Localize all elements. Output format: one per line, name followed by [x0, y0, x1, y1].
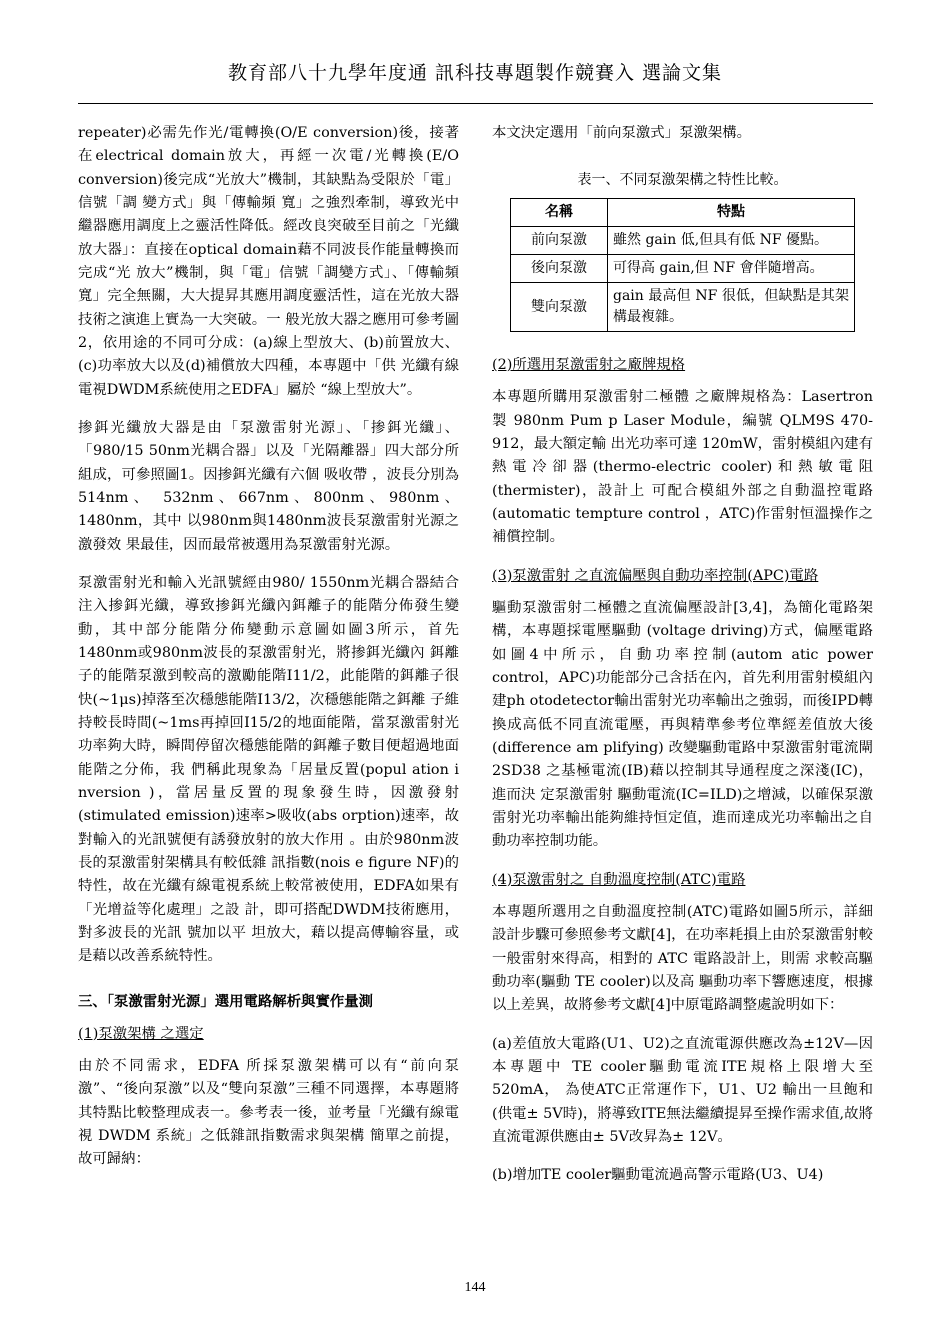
paragraph: 本專題所選用之自動溫度控制(ATC)電路如圖5所示，詳細設計步驟可參照參考文獻[4]，在功率耗損上由於泵激雷射較一般雷射來得高，相對的 ATC 電路設計上，則需 求較高驅動功率(驅動 TE cooler)以及高 驅動功率下響應速度，根據 以上差異，故將參考文獻[4]中原電路調整處說明如下： — [492, 903, 873, 1014]
table-header-cell: 名稱 — [511, 199, 608, 227]
section-heading: 三、「泵激雷射光源」選用電路解析與實作量測 — [78, 993, 374, 1011]
paragraph: 本文決定選用「前向泵激式」泵激架構。 — [492, 125, 752, 141]
table-cell-name: 後向泵激 — [511, 255, 608, 283]
table-caption: 表一、不同泵激架構之特性比較。 — [577, 172, 788, 189]
subsection-heading-2: (2)所選用泵激雷射之廠牌規格 — [492, 357, 686, 373]
table-row — [511, 227, 855, 255]
right-column — [492, 122, 873, 1188]
table-cell-name: 前向泵激 — [511, 227, 608, 255]
table-header-row — [511, 199, 855, 227]
paragraph: 掺鉺光纖放大器是由「泵激雷射光源」、「掺鉺光纖」、「980/15 50nm光耦合器」以及「光隔離器」四大部分所組成，可參照圖1。因掺鉺光纖有六個 吸收帶 ，波長分別為514nm、 532nm、667nm、800nm、980nm、1480nm，其中 以980nm與1480nm波長泵激雷射光源之激發效 果最佳，因而最常被選用為泵激雷射光源。 — [78, 419, 459, 553]
paragraph: 泵激雷射光和輸入光訊號經由980/ 1550nm光耦合器結合注入掺鉺光纖，導致掺鉺光纖內鉺離子的能階分佈發生變動，其中部分能階分佈變動示意圖如圖3所示，首先1480nm或980nm波長的泵激雷射光，將掺鉺光纖內 鉺離子的能階泵激到較高的激勵能階I11/2，此能階的鉺離子很快(~1μs)掉落至次穩態能階I13/2，次穩態能階之鉺離 子維持較長時間(~1ms再掉回I15/2的地面能階，當泵激雷射光功率夠大時，瞬間停留次穩態能階的鉺離子數目便超過地面能階之分佈，我 們稱此現象為「居量反置(popul ation i nversion )，當居量反置的現象發生時，因激發射(stimulated emission)速率>吸收(abs orption)速率，故對輸入的光訊號便有誘發放射的放大作用 。由於980nm波長的泵激雷射架構具有較低雜 訊指數(nois e figure NF)的特性，故在光纖有線電視系統上較常被使用，EDFA如果有「光增益等化處理」之設 計，即可搭配DWDM技術應用，對多波長的光訊 號加以平 坦放大，藉以提高傳輸容量，或是藉以改善系統特性。 — [78, 574, 459, 965]
subsection-heading-1: (1)泵激架構 之選定 — [78, 1025, 204, 1042]
table-row — [511, 255, 855, 283]
paragraph: 由於不同需求，EDFA 所採泵激架構可以有“前向泵激”、“後向泵激”以及“雙向泵激”三種不同選擇，本專題將其特點比較整理成表一。參考表一後，並考量「光纖有線電視 DWDM 系統」之低雜訊指數需求與架構 簡單之前提，故可歸納： — [78, 1058, 459, 1168]
subsection-heading-4: (4)泵激雷射之 自動溫度控制(ATC)電路 — [492, 871, 746, 888]
paragraph: repeater)必需先作光/電轉換(O/E conversion)後，接著在electrical domain放大，再經一次電/光轉換(E/O conversion)後完成“光放大”機制，其缺點為受限於「電」信號「調 變方式」與「傳輸頻 寬」之強烈牽制，導致光中繼器應用調度上之靈活性降低。經改良突破至目前之「光纖放大器」：直接在optical domain藉不同波長作能量轉換而完成“光 放大”機制，與「電」信號「調變方式」、「傳輸頻 寬」完全無關，大大提昇其應用調度靈活性，這在光放大器技術之演進上實為一大突破。一 般光放大器之應用可參考圖2，依用途的不同可分成：(a)線上型放大、(b)前置放大、(c)功率放大以及(d)補償放大四種，本專題中「供 光纖有線電視DWDM系統使用之EDFA」屬於 “線上型放大”。 — [78, 125, 459, 398]
list-item: (a)差值放大電路(U1、U2)之直流電源供應改為±12V—因本專題中 TE cooler驅動電流ITE規格上限增大至520mA， 為使ATC正常運作下，U1、U2 輸出一旦飽和(供電± 5V時)，將導致ITE無法繼續提昇至操作需求值,故將直流電源供應由± 5V改昇為± 12V。 — [492, 1035, 873, 1145]
table-cell-feature: 雖然 gain 低,但具有低 NF 優點。 — [608, 227, 855, 255]
two-column-body — [78, 122, 873, 1188]
page-header-title: 教育部八十九學年度通 訊科技專題製作競賽入 選論文集 — [227, 62, 723, 84]
header-divider — [78, 103, 873, 104]
table-cell-feature: gain 最高但 NF 很低，但缺點是其架構最複雜。 — [608, 283, 855, 332]
subsection-heading-3: (3)泵激雷射 之直流偏壓與自動功率控制(APC)電路 — [492, 567, 819, 584]
list-item: (b)增加TE cooler驅動電流過高警示電路(U3、U4) — [492, 1167, 824, 1184]
left-column — [78, 122, 459, 1188]
page-number: 144 — [464, 1280, 486, 1295]
table-header-cell: 特點 — [608, 199, 855, 227]
table-row — [511, 283, 855, 332]
paragraph: 本專題所購用泵激雷射二極體 之廠牌規格為：Lasertron 製 980nm Pum p Laser Module，編號 QLM9S 470-912，最大額定輸 出光功率可達 120mW，雷射模組內建有熱電冷卻器(thermo-electric cooler)和熱敏電阻(thermister)，設計上 可配合模組外部之自動溫控電路(automatic tempture control ，ATC)作雷射恒溫操作之補償控制。 — [492, 389, 873, 546]
paragraph: 驅動泵激雷射二極體之直流偏壓設計[3,4]，為簡化電路架構，本專題採電壓驅動 (voltage driving)方式，偏壓電路如圖4中所示，自動功率控制(autom atic power control，APC)功能部分己含括在內，首先利用雷射模組內建ph otodetector輸出雷射光功率輸出之強弱，而後IPD轉換成高低不同直流電壓，再與精準參考位準經差值放大後 (difference am plifying) 改變驅動電路中泵激雷射電流閘2SD38 之基極電流(IB)藉以控制其导通程度之深淺(IC)，進而決 定泵激雷射 驅動電流(IC=ILD)之增減，以確保泵激雷射光功率輸出能夠維持恒定值，進而達成光功率輸出之自動功率控制功能。 — [492, 599, 873, 850]
table-cell-name: 雙向泵激 — [511, 283, 608, 332]
table-cell-feature: 可得高 gain,但 NF 會伴隨增高。 — [608, 255, 855, 283]
comparison-table — [510, 198, 855, 332]
